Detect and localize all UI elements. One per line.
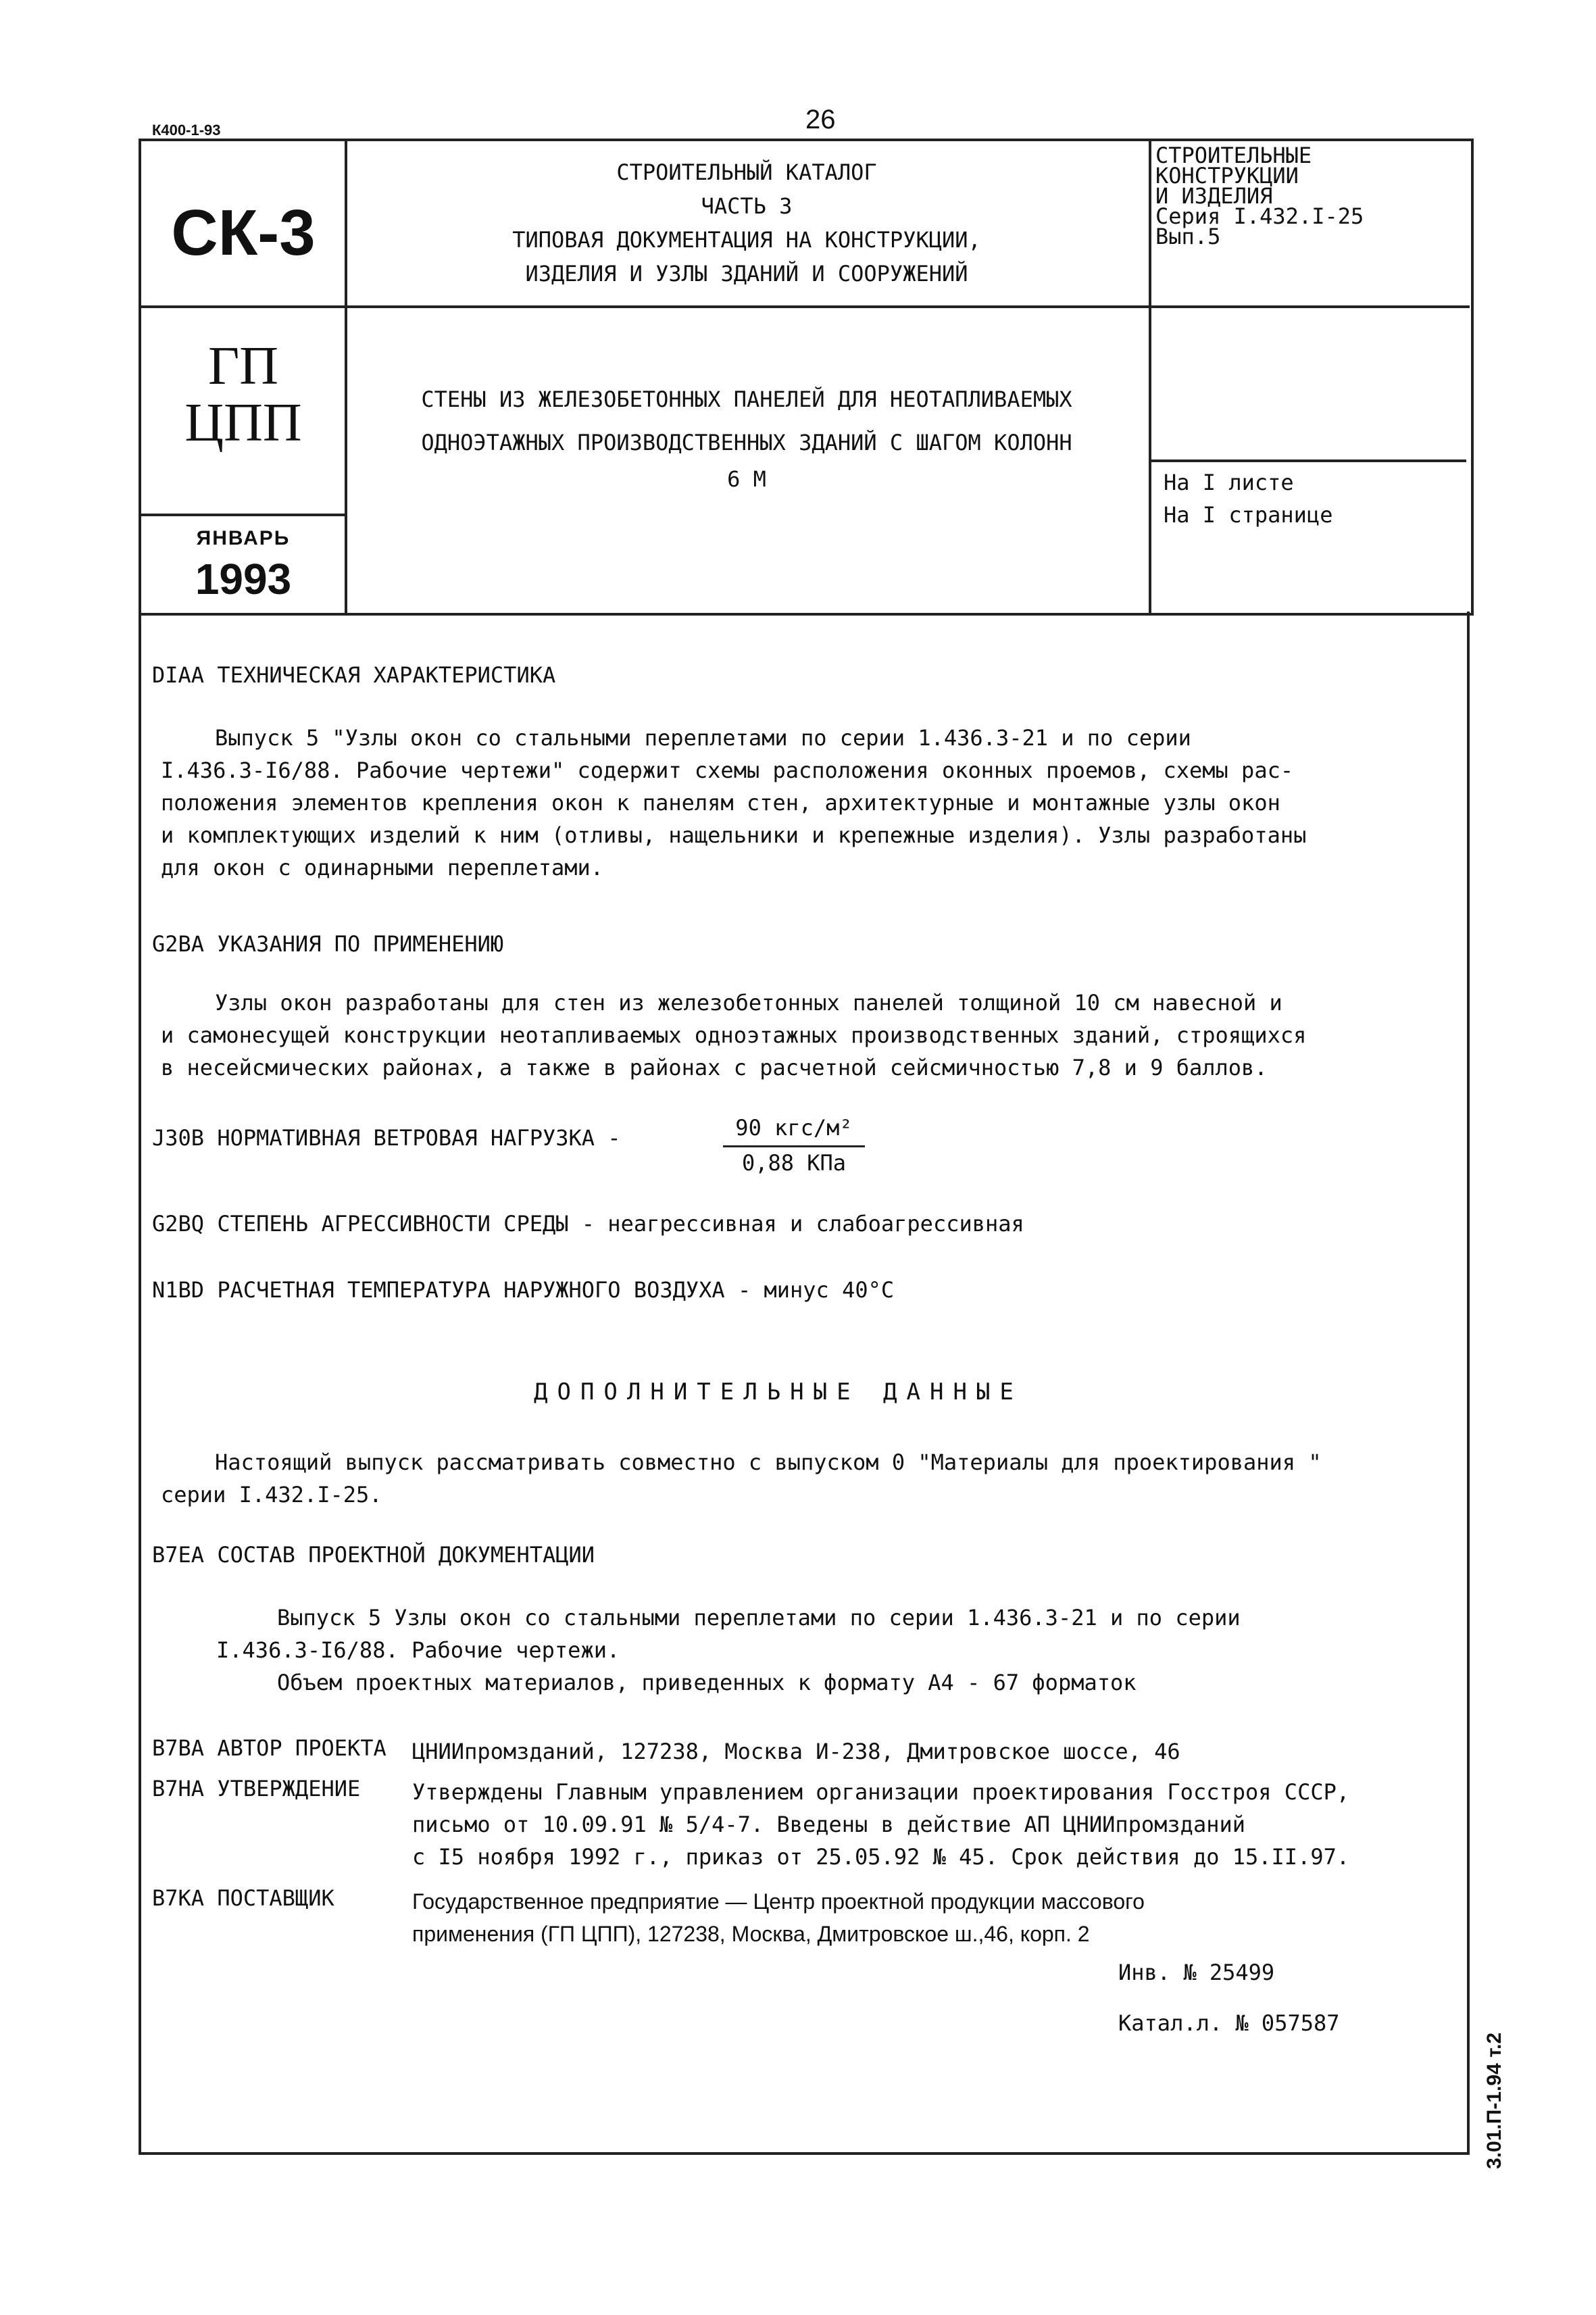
catalog-code: СК-3 <box>171 197 316 269</box>
supplier-line-1: Государственное предприятие — Центр проектной продукции массового <box>412 1889 1145 1914</box>
header-sheet-divider <box>1149 459 1466 462</box>
usage-section-heading: G2BA УКАЗАНИЯ ПО ПРИМЕНЕНИЮ <box>152 931 504 957</box>
document-title-line-3: 6 М <box>727 466 766 492</box>
catalog-line-2: ЧАСТЬ 3 <box>701 193 793 219</box>
sheet-count: На I листе <box>1164 470 1294 495</box>
page-number: 26 <box>805 105 836 134</box>
document-title-line-2: ОДНОЭТАЖНЫХ ПРОИЗВОДСТВЕННЫХ ЗДАНИЙ С ШАГОМ КОЛОНН <box>421 430 1072 455</box>
tech-line-3: положения элементов крепления окон к панелям стен, архитектурные и монтажные узлы окон <box>161 790 1280 816</box>
document-title-line-1: СТЕНЫ ИЗ ЖЕЛЕЗОБЕТОННЫХ ПАНЕЛЕЙ ДЛЯ НЕОТАПЛИВАЕМЫХ <box>421 387 1072 412</box>
approval-text <box>412 1776 1399 1873</box>
author-label: B7BA АВТОР ПРОЕКТА <box>152 1735 386 1761</box>
catalog-line-1: СТРОИТЕЛЬНЫЙ КАТАЛОГ <box>616 159 877 185</box>
temperature-line: N1BD РАСЧЕТНАЯ ТЕМПЕРАТУРА НАРУЖНОГО ВОЗДУХА - минус 40°С <box>152 1277 895 1303</box>
wind-load-kgs: 90 кгс/м² <box>735 1115 853 1141</box>
header-row-divider <box>139 305 1470 308</box>
approval-line-1: Утверждены Главным управлением организации проектирования Госстроя СССР, <box>412 1779 1350 1805</box>
supplier-line-2: применения (ГП ЦПП), 127238, Москва, Дмитровское ш.,46, корп. 2 <box>412 1922 1090 1946</box>
series-line-4: Серия I.432.I-25 <box>1155 203 1364 229</box>
inventory-number: Инв. № 25499 <box>1118 1960 1275 1985</box>
supplier-text <box>412 1885 1399 1950</box>
document-id: К400-1-93 <box>152 122 221 139</box>
supplier-label: B7KA ПОСТАВЩИК <box>152 1885 334 1911</box>
additional-line-1: Настоящий выпуск рассматривать совместно с выпуском 0 "Материалы для проектирования " <box>215 1449 1322 1475</box>
additional-paragraph <box>161 1446 1404 1511</box>
usage-line-1: Узлы окон разработаны для стен из железобетонных панелей толщиной 10 см навесной и <box>215 990 1282 1016</box>
wind-load-kpa: 0,88 КПа <box>741 1150 847 1176</box>
usage-line-2: и самонесущей конструкции неотапливаемых одноэтажных производственных зданий, строящихся <box>161 1022 1307 1048</box>
composition-paragraph <box>216 1601 1466 1699</box>
catalog-sheet-number: Катал.л. № 057587 <box>1118 2010 1340 2036</box>
approval-line-3: с I5 ноября 1992 г., приказ от 25.05.92 № 45. Срок действия до 15.II.97. <box>412 1844 1350 1870</box>
series-line-5: Вып.5 <box>1155 224 1221 249</box>
left-border <box>139 612 141 2155</box>
composition-line-2: I.436.3-I6/88. Рабочие чертежи. <box>216 1637 620 1663</box>
header-date-divider <box>139 514 345 516</box>
organization-line-1: ГП <box>207 337 279 396</box>
catalog-line-4: ИЗДЕЛИЯ И УЗЛЫ ЗДАНИЙ И СООРУЖЕНИЙ <box>525 261 968 287</box>
additional-data-heading: ДОПОЛНИТЕЛЬНЫЕ ДАННЫЕ <box>534 1378 1023 1405</box>
bottom-border <box>139 2152 1470 2155</box>
tech-line-4: и комплектующих изделий к ним (отливы, нащельники и крепежные изделия). Узлы разработаны <box>161 822 1307 848</box>
catalog-line-3: ТИПОВАЯ ДОКУМЕНТАЦИЯ НА КОНСТРУКЦИИ, <box>512 227 981 253</box>
usage-line-3: в несейсмических районах, а также в районах с расчетной сейсмичностью 7,8 и 9 баллов. <box>161 1055 1268 1080</box>
right-border <box>1467 612 1470 2155</box>
tech-line-5: для окон с одинарными переплетами. <box>161 855 604 880</box>
author-text: ЦНИИпромзданий, 127238, Москва И-238, Дмитровское шоссе, 46 <box>412 1739 1180 1764</box>
release-month: ЯНВАРЬ <box>196 527 291 549</box>
series-info <box>1155 145 1364 247</box>
tech-section-heading: DIAA ТЕХНИЧЕСКАЯ ХАРАКТЕРИСТИКА <box>152 662 556 688</box>
side-code: 3.01.П-1.94 т.2 <box>1483 2032 1505 2169</box>
fraction-line <box>723 1145 865 1147</box>
tech-paragraph <box>161 722 1404 884</box>
series-line-1: СТРОИТЕЛЬНЫЕ <box>1155 143 1312 168</box>
organization-line-2: ЦПП <box>184 393 302 453</box>
page-count: На I странице <box>1164 502 1333 528</box>
approval-label: B7HA УТВЕРЖДЕНИЕ <box>152 1776 361 1801</box>
release-year: 1993 <box>195 555 292 603</box>
wind-load-heading: J30B НОРМАТИВНАЯ ВЕТРОВАЯ НАГРУЗКА - <box>152 1125 621 1151</box>
series-line-2: КОНСТРУКЦИИ <box>1155 163 1299 189</box>
tech-line-2: I.436.3-I6/88. Рабочие чертежи" содержит схемы расположения оконных проемов, схемы рас- <box>161 757 1294 783</box>
composition-heading: B7EA СОСТАВ ПРОЕКТНОЙ ДОКУМЕНТАЦИИ <box>152 1542 595 1568</box>
aggressiveness-line: G2BQ СТЕПЕНЬ АГРЕССИВНОСТИ СРЕДЫ - неагрессивная и слабоагрессивная <box>152 1211 1024 1237</box>
series-line-3: И ИЗДЕЛИЯ <box>1155 183 1273 209</box>
approval-line-2: письмо от 10.09.91 № 5/4-7. Введены в действие АП ЦНИИпромзданий <box>412 1812 1245 1837</box>
usage-paragraph <box>161 987 1404 1084</box>
sheet-info <box>1164 466 1332 531</box>
organization-mark <box>142 338 345 451</box>
composition-line-1: Выпуск 5 Узлы окон со стальными переплетами по серии 1.436.3-21 и по серии <box>277 1605 1241 1631</box>
header-divider-left <box>345 139 347 613</box>
tech-line-1: Выпуск 5 "Узлы окон со стальными переплетами по серии 1.436.3-21 и по серии <box>215 725 1191 751</box>
additional-line-2: серии I.432.I-25. <box>161 1482 382 1508</box>
header-divider-right <box>1149 139 1151 613</box>
composition-line-3: Объем проектных материалов, приведенных к формату А4 - 67 форматок <box>277 1670 1137 1695</box>
